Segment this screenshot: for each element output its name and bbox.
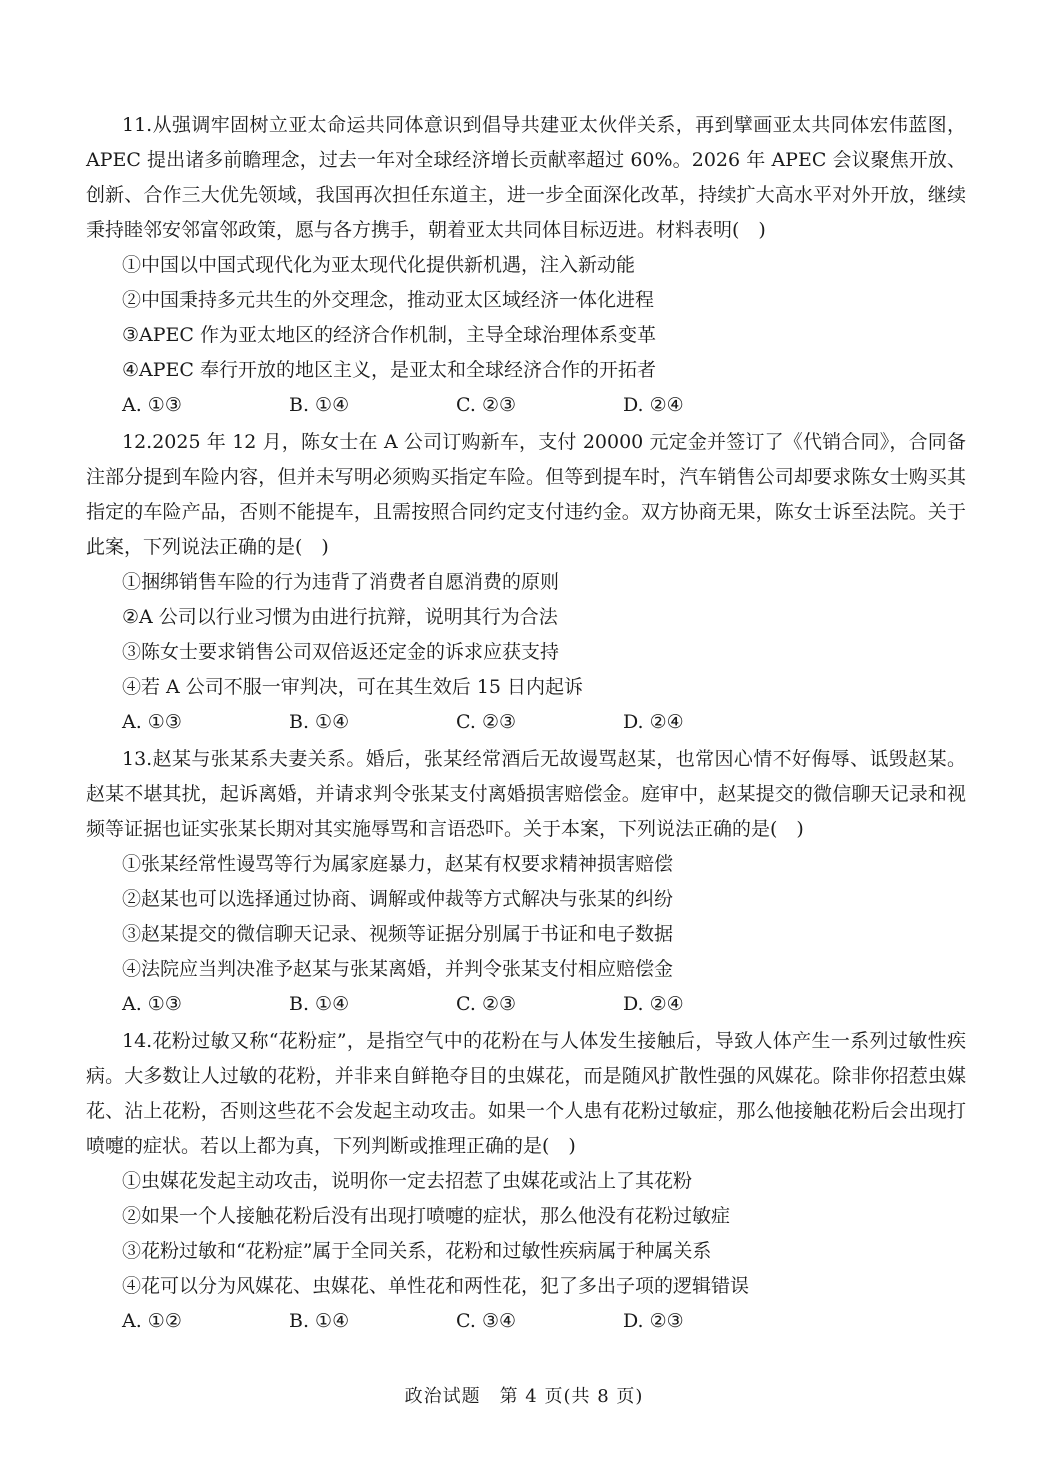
answer-choices bbox=[86, 987, 966, 1022]
option-3: ③APEC 作为亚太地区的经济合作机制，主导全球治理体系变革 bbox=[122, 324, 656, 346]
choice-c: C. ②③ bbox=[456, 711, 517, 733]
choice-d: D. ②④ bbox=[623, 394, 684, 416]
option-3: ③陈女士要求销售公司双倍返还定金的诉求应获支持 bbox=[122, 641, 560, 663]
option-1: ①张某经常性谩骂等行为属家庭暴力，赵某有权要求精神损害赔偿 bbox=[122, 853, 674, 875]
answer-choices bbox=[86, 705, 966, 740]
option-1: ①中国以中国式现代化为亚太现代化提供新机遇，注入新动能 bbox=[122, 254, 636, 276]
option-3: ③赵某提交的微信聊天记录、视频等证据分别属于书证和电子数据 bbox=[122, 923, 674, 945]
option-3: ③花粉过敏和“花粉症”属于全同关系，花粉和过敏性疾病属于种属关系 bbox=[122, 1240, 712, 1262]
choice-d: D. ②④ bbox=[623, 711, 684, 733]
answer-choices bbox=[86, 1304, 966, 1339]
choice-c: C. ③④ bbox=[456, 1310, 517, 1332]
choice-a: A. ①② bbox=[122, 1310, 182, 1332]
question-stem: 13.赵某与张某系夫妻关系。婚后，张某经常酒后无故谩骂赵某，也常因心情不好侮辱、诋毁赵某。赵某不堪其扰，起诉离婚，并请求判令张某支付离婚损害赔偿金。庭审中，赵某提交的微信聊天记录和视频等证据也证实张某长期对其实施辱骂和言语恐吓。关于本案，下列说法正确的是( ) bbox=[86, 748, 966, 840]
option-2: ②中国秉持多元共生的外交理念，推动亚太区域经济一体化进程 bbox=[122, 289, 655, 311]
questions-area bbox=[86, 108, 966, 1341]
choice-c: C. ②③ bbox=[456, 993, 517, 1015]
choice-d: D. ②④ bbox=[623, 993, 684, 1015]
question-11 bbox=[86, 108, 966, 423]
choice-b: B. ①④ bbox=[289, 1310, 350, 1332]
option-1: ①捆绑销售车险的行为违背了消费者自愿消费的原则 bbox=[122, 571, 560, 593]
question-13 bbox=[86, 742, 966, 1022]
choice-a: A. ①③ bbox=[122, 711, 182, 733]
choice-a: A. ①③ bbox=[122, 993, 182, 1015]
choice-d: D. ②③ bbox=[623, 1310, 684, 1332]
option-4: ④花可以分为风媒花、虫媒花、单性花和两性花，犯了多出子项的逻辑错误 bbox=[122, 1275, 750, 1297]
option-1: ①虫媒花发起主动攻击，说明你一定去招惹了虫媒花或沾上了其花粉 bbox=[122, 1170, 693, 1192]
option-4: ④法院应当判决准予赵某与张某离婚，并判令张某支付相应赔偿金 bbox=[122, 958, 674, 980]
choice-b: B. ①④ bbox=[289, 993, 350, 1015]
answer-choices bbox=[86, 388, 966, 423]
choice-b: B. ①④ bbox=[289, 394, 350, 416]
option-2: ②A 公司以行业习惯为由进行抗辩，说明其行为合法 bbox=[122, 606, 558, 628]
choice-c: C. ②③ bbox=[456, 394, 517, 416]
question-14 bbox=[86, 1024, 966, 1339]
page-footer: 政治试题 第 4 页(共 8 页) bbox=[404, 1386, 644, 1407]
question-12 bbox=[86, 425, 966, 740]
choice-a: A. ①③ bbox=[122, 394, 182, 416]
question-stem: 14.花粉过敏又称“花粉症”，是指空气中的花粉在与人体发生接触后，导致人体产生一系列过敏性疾病。大多数让人过敏的花粉，并非来自鲜艳夺目的虫媒花，而是随风扩散性强的风媒花。除非你招惹虫媒花、沾上花粉，否则这些花不会发起主动攻击。如果一个人患有花粉过敏症，那么他接触花粉后会出现打喷嚏的症状。若以上都为真，下列判断或推理正确的是( ) bbox=[86, 1030, 966, 1157]
question-stem: 11.从强调牢固树立亚太命运共同体意识到倡导共建亚太伙伴关系，再到擘画亚太共同体宏伟蓝图，APEC 提出诸多前瞻理念，过去一年对全球经济增长贡献率超过 60%。2026 年 APEC 会议聚焦开放、创新、合作三大优先领域，我国再次担任东道主，进一步全面深化改革，持续扩大高水平对外开放，继续秉持睦邻安邻富邻政策，愿与各方携手，朝着亚太共同体目标迈进。材料表明( ) bbox=[86, 114, 966, 241]
choice-b: B. ①④ bbox=[289, 711, 350, 733]
question-stem: 12.2025 年 12 月，陈女士在 A 公司订购新车，支付 20000 元定金并签订了《代销合同》，合同备注部分提到车险内容，但并未写明必须购买指定车险。但等到提车时，汽车销售公司却要求陈女士购买其指定的车险产品，否则不能提车，且需按照合同约定支付违约金。双方协商无果，陈女士诉至法院。关于此案，下列说法正确的是( ) bbox=[86, 431, 966, 558]
option-4: ④APEC 奉行开放的地区主义，是亚太和全球经济合作的开拓者 bbox=[122, 359, 656, 381]
option-2: ②赵某也可以选择通过协商、调解或仲裁等方式解决与张某的纠纷 bbox=[122, 888, 674, 910]
option-2: ②如果一个人接触花粉后没有出现打喷嚏的症状，那么他没有花粉过敏症 bbox=[122, 1205, 731, 1227]
option-4: ④若 A 公司不服一审判决，可在其生效后 15 日内起诉 bbox=[122, 676, 584, 698]
